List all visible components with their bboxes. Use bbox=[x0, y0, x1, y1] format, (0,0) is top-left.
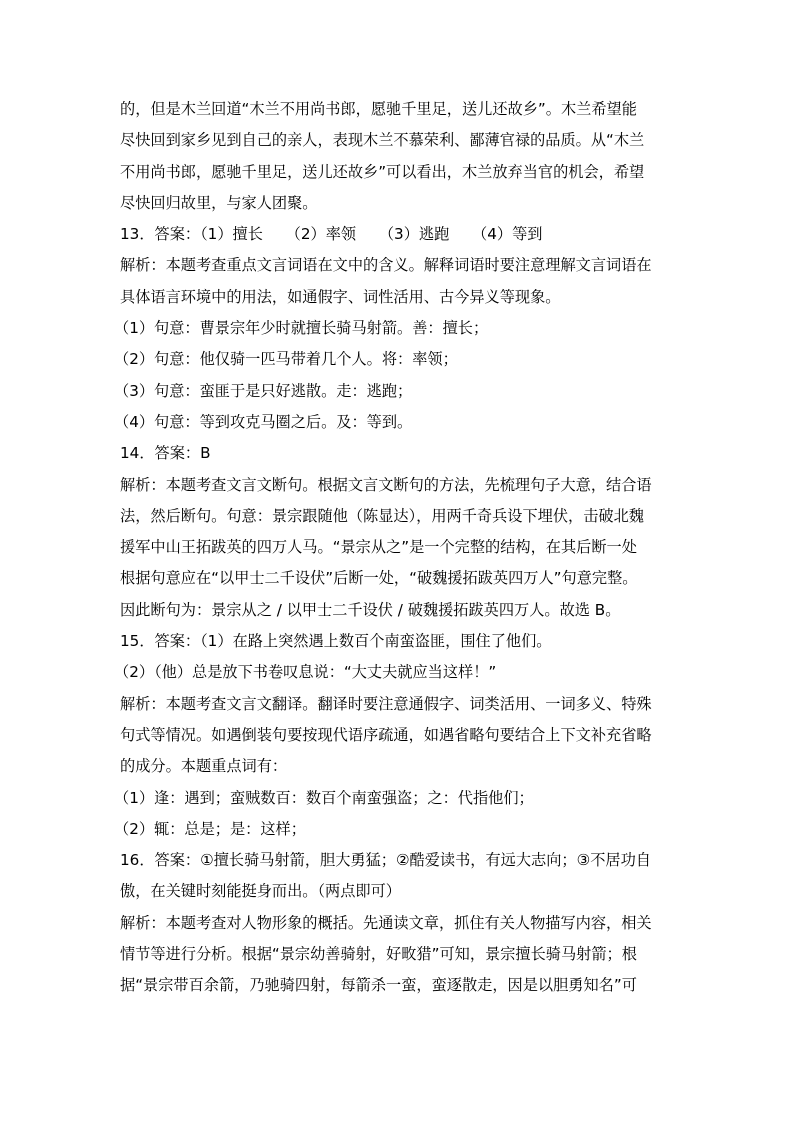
text-line: （3）句意：蛮匪于是只好逃散。走：逃跑； bbox=[114, 381, 413, 400]
text-line: 不用尚书郎，愿驰千里足，送儿还故乡”可以看出，木兰放弃当官的机会，希望 bbox=[120, 162, 645, 181]
text-line: 句式等情况。如遇倒装句要按现代语序疏通，如遇省略句要结合上下文补充省略 bbox=[120, 725, 652, 744]
text-line: 傲，在关键时刻能挺身而出。（两点即可） bbox=[120, 882, 401, 901]
text-line: 尽快回到家乡见到自己的亲人，表现木兰不慕荣利、鄙薄官禄的品质。从“木兰 bbox=[120, 131, 645, 150]
text-line: （1）句意：曹景宗年少时就擅长骑马射箭。善：擅长； bbox=[114, 319, 489, 338]
text-line: 因此断句为：景宗从之 / 以甲士二千设伏 / 破魏援拓跋英四万人。故选 B。 bbox=[120, 600, 621, 619]
text-line: 解析：本题考查对人物形象的概括。先通读文章，抓住有关人物描写内容，相关 bbox=[120, 913, 652, 932]
text-line: 情节等进行分析。根据“景宗幼善骑射，好畋猎”可知，景宗擅长骑马射箭；根 bbox=[120, 945, 637, 964]
text-line: 解析：本题考查文言文翻译。翻译时要注意通假字、词类活用、一词多义、特殊 bbox=[120, 694, 652, 713]
text-line: 解析：本题考查文言文断句。根据文言文断句的方法，先梳理句子大意，结合语 bbox=[120, 475, 652, 494]
answer-line-15: 15．答案：（1）在路上突然遇上数百个南蛮盗匪，围住了他们。 bbox=[120, 632, 552, 651]
text-line: （2）（他）总是放下书卷叹息说：“大丈夫就应当这样！” bbox=[114, 663, 497, 682]
text-line: 的成分。本题重点词有： bbox=[120, 757, 288, 776]
text-line: 根据句意应在“以甲士二千设伏”后断一处，“破魏援拓跋英四万人”句意完整。 bbox=[120, 569, 638, 588]
text-line: 据“景宗带百余箭，乃驰骑四射，每箭杀一蛮，蛮逐散走，因是以胆勇知名”可 bbox=[120, 976, 637, 995]
text-line: 援军中山王拓跋英的四万人马。“景宗从之”是一个完整的结构，在其后断一处 bbox=[120, 538, 637, 557]
answer-line-14: 14．答案：B bbox=[120, 444, 211, 463]
answer-line-13: 13．答案：（1）擅长 （2）率领 （3）逃跑 （4）等到 bbox=[120, 225, 543, 244]
text-line: （1）逢：遇到；蛮贼数百：数百个南蛮强盗；之：代指他们； bbox=[114, 788, 534, 807]
text-line: 具体语言环境中的用法，如通假字、词性活用、古今异义等现象。 bbox=[120, 287, 561, 306]
document-page bbox=[114, 94, 680, 1002]
text-line: （4）句意：等到攻克马圈之后。及：等到。 bbox=[114, 412, 413, 431]
text-line: 解析：本题考查重点文言词语在文中的含义。解释词语时要注意理解文言词语在 bbox=[120, 256, 652, 275]
text-line: （2）句意：他仅骑一匹马带着几个人。将：率领； bbox=[114, 350, 458, 369]
answer-line-16: 16．答案：①擅长骑马射箭，胆大勇猛；②酷爱读书，有远大志向；③不居功自 bbox=[120, 851, 651, 870]
text-line: 尽快回归故里，与家人团聚。 bbox=[120, 193, 318, 212]
text-line: 的，但是木兰回道“木兰不用尚书郎，愿驰千里足，送儿还故乡”。木兰希望能 bbox=[120, 100, 637, 118]
text-line: （2）辄：总是；是：这样； bbox=[114, 819, 306, 838]
text-line: 法，然后断句。句意：景宗跟随他（陈显达），用两千奇兵设下埋伏，击破北魏 bbox=[120, 506, 644, 525]
